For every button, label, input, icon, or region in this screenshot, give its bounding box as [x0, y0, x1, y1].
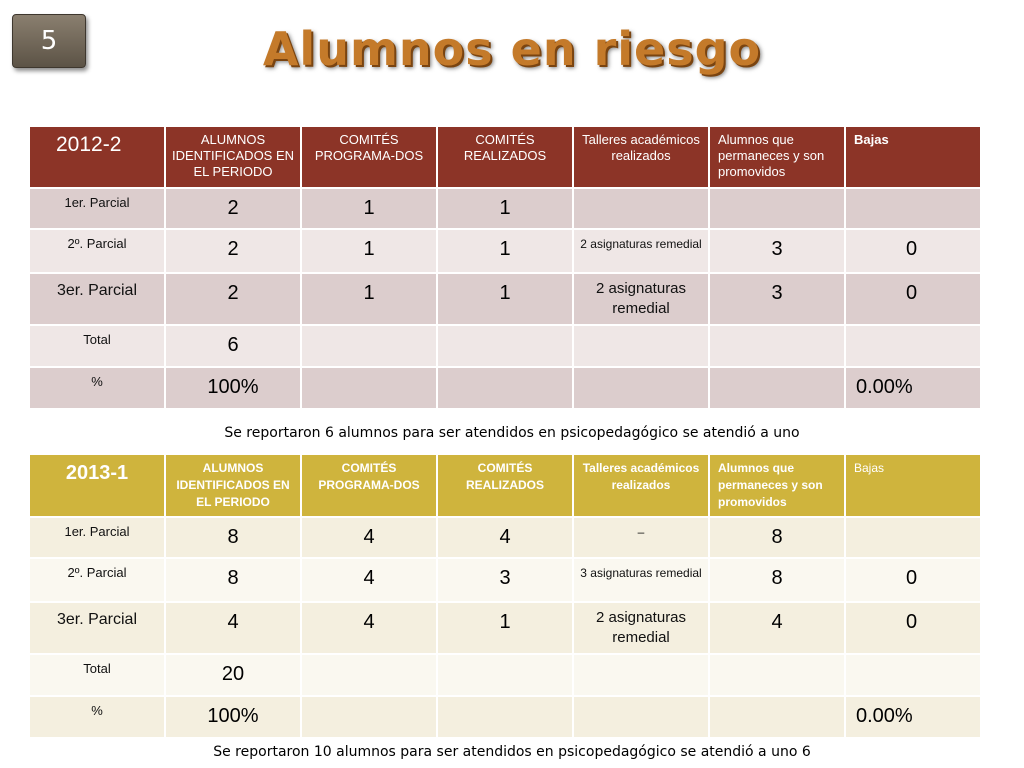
cell-promovidos — [709, 696, 845, 738]
cell-promovidos — [709, 325, 845, 367]
row-label: 1er. Parcial — [29, 517, 165, 558]
cell-identificados: 6 — [165, 325, 301, 367]
cell-identificados: 100% — [165, 696, 301, 738]
table-row — [29, 188, 981, 229]
row-label: % — [29, 367, 165, 409]
cell-programados: 4 — [301, 517, 437, 558]
cell-realizados — [437, 654, 573, 696]
cell-talleres: 2 asignaturas remedial — [573, 273, 709, 325]
table-row — [29, 229, 981, 273]
row-label: 2º. Parcial — [29, 229, 165, 273]
cell-promovidos — [709, 367, 845, 409]
cell-programados: 4 — [301, 602, 437, 654]
slide-number-badge: 5 — [12, 14, 86, 68]
cell-promovidos — [709, 654, 845, 696]
period-header: 2012-2 — [29, 126, 165, 188]
table-row — [29, 558, 981, 602]
cell-realizados — [437, 367, 573, 409]
table-2012-2 — [28, 125, 982, 410]
header-talleres: Talleres académicos realizados — [573, 126, 709, 188]
cell-bajas: 0 — [845, 229, 981, 273]
cell-talleres — [573, 188, 709, 229]
table-row — [29, 602, 981, 654]
cell-programados — [301, 367, 437, 409]
row-label: % — [29, 696, 165, 738]
cell-identificados: 20 — [165, 654, 301, 696]
cell-programados: 4 — [301, 558, 437, 602]
cell-realizados — [437, 325, 573, 367]
cell-talleres — [573, 367, 709, 409]
header-bajas: Bajas — [845, 454, 981, 517]
cell-realizados: 4 — [437, 517, 573, 558]
cell-talleres — [573, 325, 709, 367]
row-label: 3er. Parcial — [29, 273, 165, 325]
cell-realizados: 1 — [437, 602, 573, 654]
cell-talleres — [573, 654, 709, 696]
cell-realizados: 1 — [437, 229, 573, 273]
cell-promovidos: 3 — [709, 273, 845, 325]
cell-programados — [301, 654, 437, 696]
cell-programados: 1 — [301, 188, 437, 229]
cell-programados — [301, 325, 437, 367]
row-label: Total — [29, 325, 165, 367]
cell-bajas — [845, 654, 981, 696]
row-label: 2º. Parcial — [29, 558, 165, 602]
table-row — [29, 273, 981, 325]
header-comites-programados: COMITÉS PROGRAMA-DOS — [301, 454, 437, 517]
table-row — [29, 517, 981, 558]
cell-identificados: 4 — [165, 602, 301, 654]
table-row — [29, 654, 981, 696]
header-comites-realizados: COMITÉS REALIZADOS — [437, 126, 573, 188]
cell-talleres: 3 asignaturas remedial — [573, 558, 709, 602]
header-alumnos-promovidos: Alumnos que permaneces y son promovidos — [709, 126, 845, 188]
header-talleres: Talleres académicos realizados — [573, 454, 709, 517]
cell-programados: 1 — [301, 229, 437, 273]
cell-programados: 1 — [301, 273, 437, 325]
cell-identificados: 100% — [165, 367, 301, 409]
table-row — [29, 367, 981, 409]
cell-bajas — [845, 517, 981, 558]
cell-bajas: 0 — [845, 558, 981, 602]
slide-title: Alumnos en riesgo — [262, 22, 762, 76]
table-row — [29, 325, 981, 367]
row-label: Total — [29, 654, 165, 696]
header-comites-realizados: COMITÉS REALIZADOS — [437, 454, 573, 517]
cell-identificados: 2 — [165, 273, 301, 325]
table2-note: Se reportaron 10 alumnos para ser atendidos en psicopedagógico se atendió a uno 6 — [213, 744, 811, 760]
cell-bajas: 0.00% — [845, 367, 981, 409]
cell-realizados: 1 — [437, 273, 573, 325]
cell-programados — [301, 696, 437, 738]
cell-promovidos: 8 — [709, 517, 845, 558]
cell-identificados: 8 — [165, 558, 301, 602]
cell-realizados: 1 — [437, 188, 573, 229]
cell-realizados: 3 — [437, 558, 573, 602]
cell-realizados — [437, 696, 573, 738]
cell-talleres: – — [573, 517, 709, 558]
table-header-row — [29, 126, 981, 188]
header-comites-programados: COMITÉS PROGRAMA-DOS — [301, 126, 437, 188]
cell-promovidos: 4 — [709, 602, 845, 654]
cell-identificados: 2 — [165, 229, 301, 273]
header-alumnos-identificados: ALUMNOS IDENTIFICADOS EN EL PERIODO — [165, 126, 301, 188]
cell-bajas: 0.00% — [845, 696, 981, 738]
cell-promovidos — [709, 188, 845, 229]
table-2013-1 — [28, 453, 982, 739]
row-label: 3er. Parcial — [29, 602, 165, 654]
header-alumnos-promovidos: Alumnos que permaneces y son promovidos — [709, 454, 845, 517]
cell-bajas: 0 — [845, 273, 981, 325]
cell-talleres: 2 asignaturas remedial — [573, 229, 709, 273]
cell-bajas — [845, 325, 981, 367]
table-row — [29, 696, 981, 738]
row-label: 1er. Parcial — [29, 188, 165, 229]
table1-note: Se reportaron 6 alumnos para ser atendidos en psicopedagógico se atendió a uno — [224, 425, 800, 441]
cell-talleres: 2 asignaturas remedial — [573, 602, 709, 654]
cell-promovidos: 8 — [709, 558, 845, 602]
period-header: 2013-1 — [29, 454, 165, 517]
cell-identificados: 8 — [165, 517, 301, 558]
cell-bajas: 0 — [845, 602, 981, 654]
table-header-row — [29, 454, 981, 517]
cell-bajas — [845, 188, 981, 229]
cell-talleres — [573, 696, 709, 738]
cell-identificados: 2 — [165, 188, 301, 229]
header-bajas: Bajas — [845, 126, 981, 188]
cell-promovidos: 3 — [709, 229, 845, 273]
header-alumnos-identificados: ALUMNOS IDENTIFICADOS EN EL PERIODO — [165, 454, 301, 517]
